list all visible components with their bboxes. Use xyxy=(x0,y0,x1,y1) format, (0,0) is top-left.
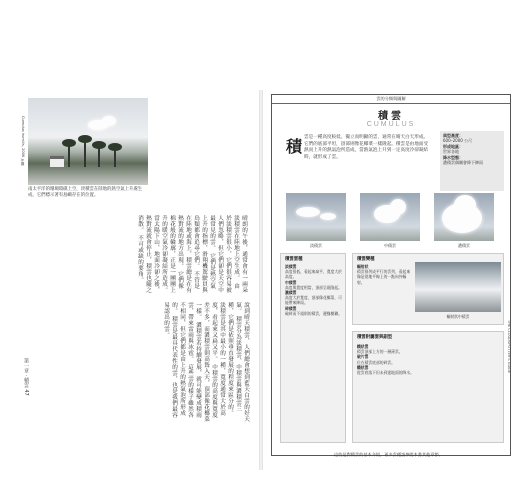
accessory-text: 位在積雲底部的碎雲。 xyxy=(357,359,395,365)
footer-note: 這些是對積雲的基本介紹，更多雲種請參閱本書其他章節。 xyxy=(334,452,443,457)
accessory-text: 積雲頂部上方的一層薄雲。 xyxy=(357,349,403,355)
species-text: 高度很低，看起來扁平，寬度大於高度。 xyxy=(285,269,342,280)
fact-label: 降水型態： xyxy=(443,154,463,160)
paragraph: 說到晴天積雲，人們總會想到藍天白雲的好天氣。 xyxy=(235,302,249,422)
species-name: 中積雲 xyxy=(285,279,297,285)
photo-credit: Cumulus humilis, 2006 年攝 xyxy=(21,116,25,166)
species-text: 高度與寬度相當，頂部呈現隆起。 xyxy=(285,284,342,290)
drop-cap: 積 xyxy=(286,137,303,156)
paragraph: 它們像棉花般的輪廓，正是一團團上升的暖空氣冷卻凝結所造成。 xyxy=(161,215,183,293)
variety-panel xyxy=(352,253,504,325)
facts-box xyxy=(440,131,504,191)
paragraph: 當太陽下山、地面冷卻之後，熱對流就會停止，積雲也隨之消散。 xyxy=(137,215,159,293)
paragraph: 中積雲的高度與寬度差不多，而濃積雲則高聳入天，頂部像花椰菜一樣。 xyxy=(195,302,217,422)
text-block-bottom xyxy=(38,302,250,422)
chart-title: 積雲 xyxy=(378,111,404,122)
fact-value: 世界各地 xyxy=(443,149,459,155)
accessory-name: 幡狀雲 xyxy=(357,364,369,370)
text-block-top xyxy=(136,215,248,293)
fact-value: 濃積雲偶爾會降下陣雨 xyxy=(443,160,483,166)
panel-title: 積雲雲種 xyxy=(285,257,303,262)
species-name: 碎積雲 xyxy=(285,305,297,311)
book-gutter xyxy=(259,90,263,470)
species-list xyxy=(285,264,343,316)
photo-caption: 輻射狀中積雲 xyxy=(446,314,470,319)
page-folio: 第一章 · 積雲 47 xyxy=(23,358,29,396)
paragraph: 這些雲的樣子雖然各不相同，但它們都是由上升的熱氣泡所形成的。 xyxy=(171,302,193,419)
fact-label: 形成地區： xyxy=(443,143,463,149)
cloud-photo-humilis xyxy=(286,193,346,241)
photo-caption: 南太平洋的珊瑚環礁上空，淡積雲在陸地的熱空氣上升處生成，它們標示著有島嶼存在的位置。 xyxy=(28,187,143,198)
margin-note: THE CLOUDSPOTTER'S GUIDE xyxy=(507,320,511,374)
accessory-name: 破片雲 xyxy=(357,354,369,360)
accessory-name: 幞狀雲 xyxy=(357,344,369,349)
paragraph: 它們是熱空氣上升的指標，滑翔機駕駛員與鳥類都會追尋它們。 xyxy=(193,215,215,293)
paragraph: 不管是在陸地或海上，積雲總是在有熱對流的地方出現。 xyxy=(177,215,199,293)
radiatus-photo xyxy=(415,262,501,312)
panel-title: 積雲附屬雲與副型 xyxy=(357,335,393,340)
cloud-photo-mediocris xyxy=(360,193,420,241)
fact-value: 600–2000 公尺 xyxy=(443,138,473,144)
panel-title: 積雲變種 xyxy=(357,257,375,262)
cloud-label: 濃積雲 xyxy=(458,243,470,248)
paragraph: 淡積雲是其中最小的一種，寬度通常大於高度，看起來又扁又平。 xyxy=(211,302,225,416)
accessory-text: 從雲底落下但未到達地面的降水。 xyxy=(357,370,414,376)
variety-text: 積雲排列成平行的雲列，看起來像是從地平線上的一點向外輻射。 xyxy=(357,269,411,285)
chart-latin-name: CUMULUS xyxy=(366,121,416,128)
species-panel xyxy=(280,253,346,443)
cloud-chart-box xyxy=(271,94,511,456)
paragraph: 積雲是最具代表性的雲，也是我們最容易認出的雲。 xyxy=(163,302,177,419)
cloud-label: 淡積雲 xyxy=(310,243,322,248)
chart-header: 雲的分類與圖解 xyxy=(272,95,510,104)
paragraph: 不可或缺的要角。 xyxy=(137,235,143,284)
species-name: 濃積雲 xyxy=(285,290,297,296)
left-page xyxy=(8,90,258,470)
cloud-photo-congestus xyxy=(434,193,494,241)
variety-list xyxy=(357,264,411,285)
chart-intro: 雲是一種高度較低、獨立而明顯的雲，通常在晴天白天形成。它們的底部平坦，頂部則像花椰菜一樣隆起。積雲是由地面受熱而上升的熱氣泡所造成，當熱氣泡上升到一定高度冷卻凝結時，就形成了雲。 xyxy=(304,135,429,160)
paragraph: 晴朗的午後，通常會有一兩朵淡積雲在陸地上空生成。 xyxy=(233,215,247,293)
paragraph: 濃積雲若持續發展，就可能變成積雨雲，帶來雷雨與冰雹。 xyxy=(187,302,201,419)
right-page xyxy=(265,90,512,470)
paragraph: 積雲分為淡積雲、中積雲與濃積雲三種，它們是依照垂直發展的程度來區分的。 xyxy=(227,302,241,416)
accessory-list xyxy=(357,344,499,375)
cloud-label: 中積雲 xyxy=(384,243,396,248)
species-text: 破碎而不規則的積雲，邊緣模糊。 xyxy=(285,310,342,316)
species-name: 淡積雲 xyxy=(285,264,297,269)
accessory-panel xyxy=(352,331,504,443)
atoll-photo xyxy=(28,98,148,185)
paragraph: 由於淡積雲很小，它們很容易被人們忽略，但它們卻是天空中最常見的雲。 xyxy=(209,215,239,293)
variety-name: 輻射狀 xyxy=(357,264,369,269)
fact-label: 典型高度： xyxy=(443,133,463,138)
species-text: 高度大於寬度，頂部像花椰菜，可能帶來陣雨。 xyxy=(285,295,342,306)
